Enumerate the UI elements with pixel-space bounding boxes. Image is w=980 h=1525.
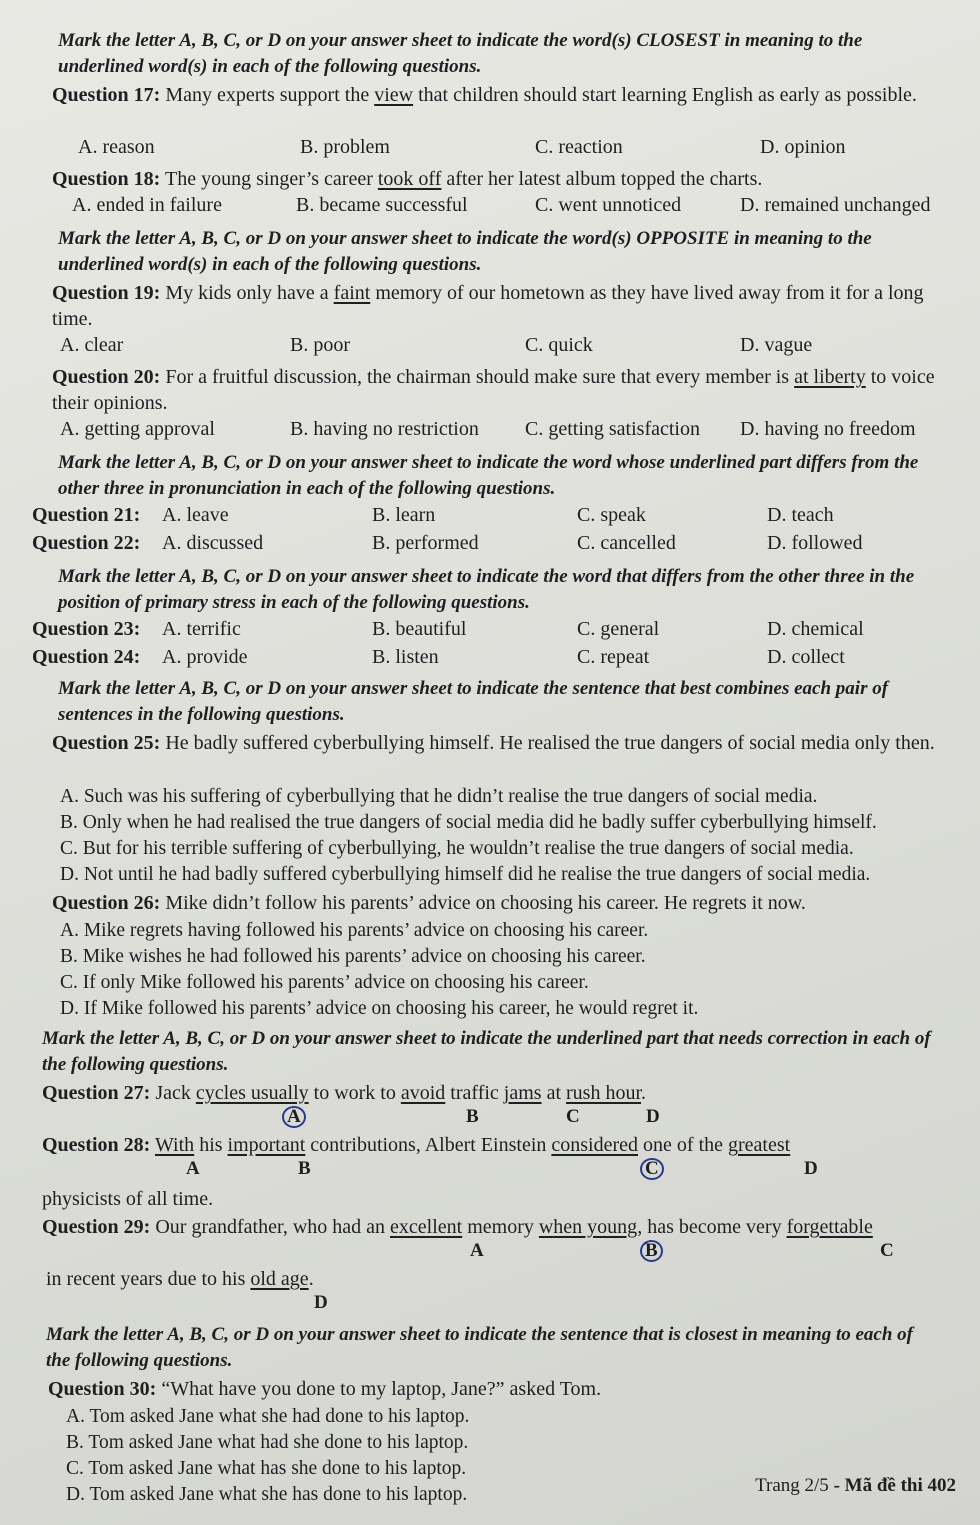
question-23 (32, 618, 932, 644)
underlined-part-a[interactable]: With (154, 1134, 195, 1156)
option-d[interactable]: D. teach (767, 504, 834, 526)
option-a[interactable]: A. getting approval (60, 418, 215, 440)
question-text: Mike didn’t follow his parents’ advice on choosing his career. He regrets it now. (160, 892, 806, 914)
option-c[interactable]: C. But for his terrible suffering of cyberbullying, he wouldn’t realise the true dangers of social media. (60, 838, 854, 859)
question-29-continued (46, 1266, 946, 1292)
option-b[interactable]: B. Mike wishes he had followed his parents’ advice on choosing his career. (60, 946, 646, 967)
underlined-word: at liberty (794, 366, 866, 388)
option-b[interactable]: B. became successful (296, 194, 468, 216)
section-instruction-closest: Mark the letter A, B, C, or D on your answer sheet to indicate the word(s) CLOSEST in meaning to the underlined word(s) in each of the following questions. (58, 30, 863, 77)
question-text: contributions, Albert Einstein (305, 1134, 552, 1156)
option-b[interactable]: B. Tom asked Jane what had she done to his laptop. (66, 1432, 469, 1453)
question-25 (52, 730, 952, 756)
part-letter-b: B (298, 1158, 311, 1179)
options-q19 (60, 334, 960, 360)
option-d[interactable]: D. opinion (760, 136, 846, 158)
section-instruction-opposite: Mark the letter A, B, C, or D on your answer sheet to indicate the word(s) OPPOSITE in meaning to the underlined word(s) in each of the following questions. (58, 228, 872, 275)
part-letter-b: B (466, 1106, 479, 1127)
option-a[interactable]: A. terrific (162, 618, 241, 640)
underlined-word: took off (377, 168, 442, 190)
question-27 (42, 1080, 942, 1106)
section-instruction-stress: Mark the letter A, B, C, or D on your answer sheet to indicate the word that differs from the other three in the position of primary stress in each of the following questions. (58, 566, 915, 613)
option-d[interactable]: D. having no freedom (740, 418, 916, 440)
option-c[interactable]: C. speak (577, 504, 646, 526)
option-a[interactable]: A. ended in failure (72, 194, 222, 216)
option-b[interactable]: B. beautiful (372, 618, 467, 640)
underlined-part-c[interactable]: forgettable (786, 1216, 873, 1238)
underlined-part-c[interactable]: considered (551, 1134, 639, 1156)
option-d[interactable]: D. Not until he had badly suffered cyberbullying himself did he realise the true dangers of social media. (60, 864, 871, 885)
option-c[interactable]: C. getting satisfaction (525, 418, 700, 440)
part-letter-a: A (282, 1106, 306, 1128)
option-b[interactable]: B. poor (290, 334, 350, 356)
question-label: Question 29: (42, 1216, 151, 1238)
question-label: Question 18: (52, 168, 161, 190)
part-letter-c: C (640, 1158, 664, 1180)
option-d[interactable]: D. remained unchanged (740, 194, 931, 216)
option-b[interactable]: B. problem (300, 136, 390, 158)
question-text: traffic (445, 1082, 504, 1104)
part-letter-c: C (880, 1240, 894, 1261)
question-text: memory of our hometown as they have lived away from it for a long time. (52, 282, 924, 330)
question-text: in recent years due to his (46, 1268, 251, 1290)
question-21 (32, 504, 932, 530)
part-letter-a: A (186, 1158, 200, 1179)
question-label: Question 27: (42, 1082, 151, 1104)
question-text: to voice their opinions. (52, 366, 935, 414)
option-c[interactable]: C. went unnoticed (535, 194, 682, 216)
question-text: . (308, 1268, 314, 1290)
option-d[interactable]: D. followed (767, 532, 863, 554)
part-letter-d: D (804, 1158, 818, 1179)
question-22 (32, 532, 932, 558)
option-d[interactable]: D. chemical (767, 618, 864, 640)
question-text: My kids only have a (160, 282, 334, 304)
question-17 (52, 82, 952, 108)
question-label: Question 21: (32, 504, 141, 526)
underlined-part-d[interactable]: rush hour (566, 1082, 642, 1104)
underlined-part-c[interactable]: jams (503, 1082, 542, 1104)
option-b[interactable]: B. learn (372, 504, 436, 526)
question-text: . (641, 1082, 647, 1104)
section-instruction-closest-meaning: Mark the letter A, B, C, or D on your answer sheet to indicate the sentence that is closest in meaning to each of the following questions. (46, 1324, 914, 1371)
option-a[interactable]: A. clear (60, 334, 124, 356)
question-text: Many experts support the (160, 84, 375, 106)
option-b[interactable]: B. listen (372, 646, 439, 668)
question-text: his (194, 1134, 228, 1156)
option-c[interactable]: C. Tom asked Jane what has she done to his laptop. (66, 1458, 467, 1479)
question-text: He badly suffered cyberbullying himself. He realised the true dangers of social media only then. (160, 732, 935, 754)
underlined-part-a[interactable]: excellent (390, 1216, 463, 1238)
option-c[interactable]: C. reaction (535, 136, 623, 158)
option-c[interactable]: C. general (577, 618, 660, 640)
question-text: , has become very (637, 1216, 787, 1238)
part-letter-b: B (640, 1240, 663, 1262)
question-18 (52, 166, 952, 192)
question-text: after her latest album topped the charts. (441, 168, 763, 190)
section-instruction-correction: Mark the letter A, B, C, or D on your answer sheet to indicate the underlined part that needs correction in each of the following questions. (42, 1028, 931, 1075)
question-text: Jack (150, 1082, 196, 1104)
underlined-part-b[interactable]: important (227, 1134, 306, 1156)
section-instruction-pronunciation: Mark the letter A, B, C, or D on your answer sheet to indicate the word whose underlined part differs from the other three in pronunciation in each of the following questions. (58, 452, 919, 499)
question-text: memory (462, 1216, 539, 1238)
question-30 (48, 1376, 948, 1402)
question-label: Question 17: (52, 84, 161, 106)
page-footer (755, 1475, 956, 1497)
question-28-continued: physicists of all time. (42, 1188, 214, 1210)
question-label: Question 22: (32, 532, 141, 554)
option-c[interactable]: C. quick (525, 334, 593, 356)
question-text: The young singer’s career (160, 168, 378, 190)
options-q18 (60, 194, 960, 220)
question-24 (32, 646, 932, 672)
option-d[interactable]: D. If Mike followed his parents’ advice on choosing his career, he would regret it. (60, 998, 699, 1019)
underlined-part-b[interactable]: avoid (400, 1082, 446, 1104)
option-d[interactable]: D. collect (767, 646, 845, 668)
page-number: Trang 2/5 (755, 1475, 829, 1496)
option-a[interactable]: A. reason (78, 136, 155, 158)
question-text: Our grandfather, who had an (150, 1216, 391, 1238)
option-b[interactable]: B. Only when he had realised the true dangers of social media did he badly suffer cyberbullying himself. (60, 812, 877, 833)
options-q20 (60, 418, 960, 444)
option-b[interactable]: B. performed (372, 532, 479, 554)
option-a[interactable]: A. Such was his suffering of cyberbullying that he didn’t realise the true dangers of social media. (60, 786, 818, 807)
underlined-part-a[interactable]: cycles usually (195, 1082, 309, 1104)
part-letter-c: C (566, 1106, 580, 1127)
question-29 (42, 1214, 942, 1240)
option-d[interactable]: D. vague (740, 334, 813, 356)
underlined-part-d[interactable]: greatest (728, 1134, 791, 1156)
option-a[interactable]: A. provide (162, 646, 248, 668)
option-b[interactable]: B. having no restriction (290, 418, 479, 440)
question-text: For a fruitful discussion, the chairman should make sure that every member is (160, 366, 795, 388)
question-28 (42, 1132, 942, 1158)
part-letter-d: D (314, 1292, 328, 1313)
underlined-part-d[interactable]: old age (250, 1268, 309, 1290)
question-text: “What have you done to my laptop, Jane?” asked Tom. (156, 1378, 602, 1400)
option-c[interactable]: C. repeat (577, 646, 650, 668)
question-label: Question 30: (48, 1378, 157, 1400)
question-label: Question 26: (52, 892, 161, 914)
option-a[interactable]: A. Mike regrets having followed his parents’ advice on choosing his career. (60, 920, 649, 941)
option-c[interactable]: C. If only Mike followed his parents’ advice on choosing his career. (60, 972, 589, 993)
underlined-part-b[interactable]: when young (538, 1216, 638, 1238)
section-instruction-combine: Mark the letter A, B, C, or D on your answer sheet to indicate the sentence that best combines each pair of sentences in the following questions. (58, 678, 889, 725)
question-label: Question 23: (32, 618, 141, 640)
question-label: Question 20: (52, 366, 161, 388)
option-c[interactable]: C. cancelled (577, 532, 676, 554)
question-label: Question 25: (52, 732, 161, 754)
part-letter-d: D (646, 1106, 660, 1127)
option-a[interactable]: A. discussed (162, 532, 264, 554)
question-19 (52, 280, 952, 332)
question-text: to work to (308, 1082, 401, 1104)
question-label: Question 24: (32, 646, 141, 668)
question-20 (52, 364, 952, 416)
underlined-word: faint (333, 282, 371, 304)
underlined-word: view (374, 84, 414, 106)
question-label: Question 28: (42, 1134, 151, 1156)
option-a[interactable]: A. leave (162, 504, 229, 526)
part-letter-a: A (470, 1240, 484, 1261)
question-text: at (541, 1082, 567, 1104)
option-d[interactable]: D. Tom asked Jane what she has done to his laptop. (66, 1484, 468, 1505)
question-26 (52, 890, 952, 916)
question-label: Question 19: (52, 282, 161, 304)
option-a[interactable]: A. Tom asked Jane what she had done to his laptop. (66, 1406, 470, 1427)
question-text: that children should start learning English as early as possible. (413, 84, 917, 106)
options-q17 (60, 136, 960, 162)
exam-code: - Mã đề thi 402 (828, 1475, 956, 1496)
question-text: one of the (638, 1134, 729, 1156)
